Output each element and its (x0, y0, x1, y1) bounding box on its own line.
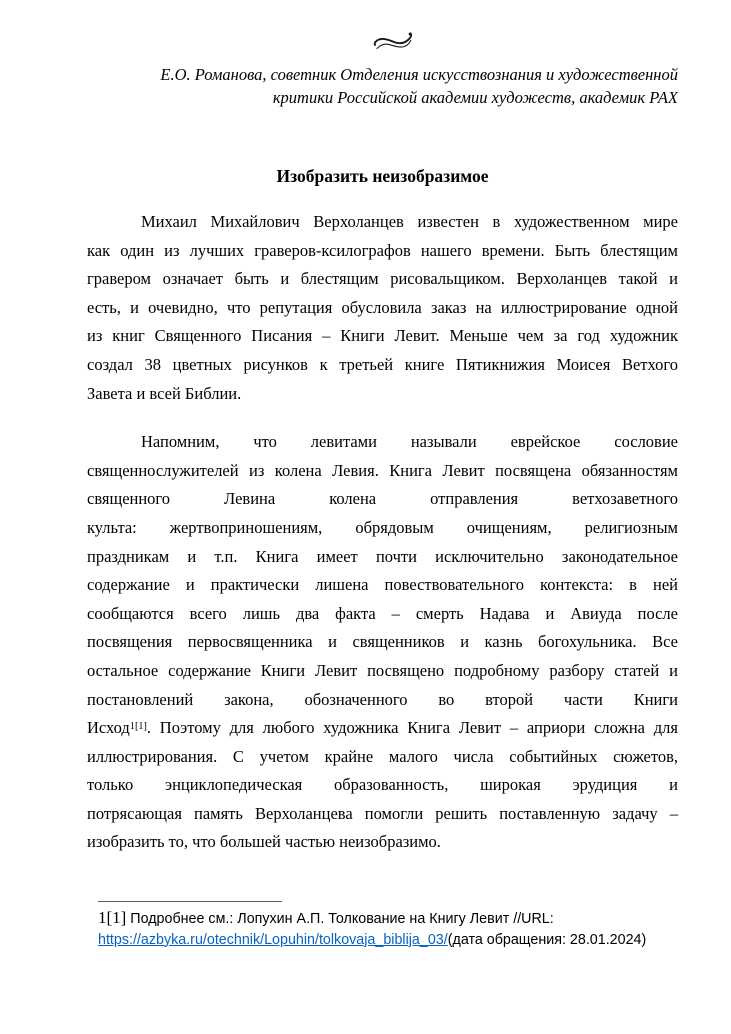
paragraph (87, 428, 678, 857)
body-line: культа: жертвоприношениям, обрядовым очищениям, религиозным (87, 517, 678, 537)
author-byline (118, 64, 678, 109)
byline-line: Е.О. Романова, советник Отделения искусствознания и художественной (160, 65, 678, 84)
body-line: посвящения первосвященника и священников и казнь богохульника. Все (87, 632, 678, 652)
footnote-section (98, 901, 678, 950)
footnote-separator (98, 901, 282, 902)
body-line: сообщаются всего лишь два факта – смерть Надава и Авиуда после (87, 603, 678, 623)
body-line: потрясающая память Верхоланцева помогли решить поставленную задачу – (87, 803, 678, 823)
body-line: постановлений закона, обозначенного во второй части Книги (87, 689, 678, 709)
body-line: иллюстрирования. С учетом крайне малого числа событийных сюжетов, (87, 746, 678, 766)
body-line: священнослужителей из колена Левия. Книга Левит посвящена обязанностям (87, 460, 678, 480)
body-line: священного Левина колена отправления ветхозаветного (87, 489, 678, 509)
body-line: праздникам и т.п. Книга имеет почти исключительно законодательное (87, 546, 678, 566)
byline-line: критики Российской академии художеств, академик РАХ (272, 87, 678, 107)
document-title: Изобразить неизобразимое (276, 166, 489, 186)
body-line: как один из лучших граверов-ксилографов нашего времени. Быть блестящим (87, 240, 678, 260)
body-line: Напомним, что левитами называли еврейское сословие (141, 432, 678, 452)
body-line: изобразить то, что большей частью неизобразимо. (87, 832, 441, 852)
body-line: Исход$^{1[1]}$. Поэтому для любого художника Книга Левит – априори сложна для (87, 718, 678, 738)
body-line: гравером означает быть и блестящим рисовальщиком. Верхоланцев такой и (87, 269, 678, 289)
paragraph (87, 208, 678, 408)
swash-tilde-icon (371, 27, 415, 53)
body-line: создал 38 цветных рисунков к третьей книге Пятикнижия Моисея Ветхого (87, 354, 678, 374)
body-line: Завета и всей Библии. (87, 383, 242, 403)
footnote-superscript: 1[1] (129, 720, 147, 732)
body-line: остальное содержание Книги Левит посвящено подробному разбору статей и (87, 660, 678, 680)
footnote-access-date: (дата обращения: 28.01.2024) (447, 931, 647, 948)
footnote-marker: 1[1] (98, 908, 127, 927)
document-body (87, 208, 678, 877)
body-line: есть, и очевидно, что репутация обусловила заказ на иллюстрирование одной (87, 297, 678, 317)
body-line: содержание и практически лишена повествовательного контекста: в ней (87, 575, 678, 595)
footnote-reference-text: Подробнее см.: Лопухин А.П. Толкование на Книгу Левит //URL: (126, 911, 554, 927)
footnote-text (98, 908, 678, 950)
body-line: из книг Священного Писания – Книги Левит. Меньше чем за год художник (87, 326, 678, 346)
body-line: только энциклопедическая образованность, широкая эрудиция и (87, 775, 678, 795)
footnote-link[interactable]: https://azbyka.ru/otechnik/Lopuhin/tolkovaja_biblija_03/ (98, 931, 448, 948)
body-line: Михаил Михайлович Верхоланцев известен в художественном мире (141, 212, 678, 231)
